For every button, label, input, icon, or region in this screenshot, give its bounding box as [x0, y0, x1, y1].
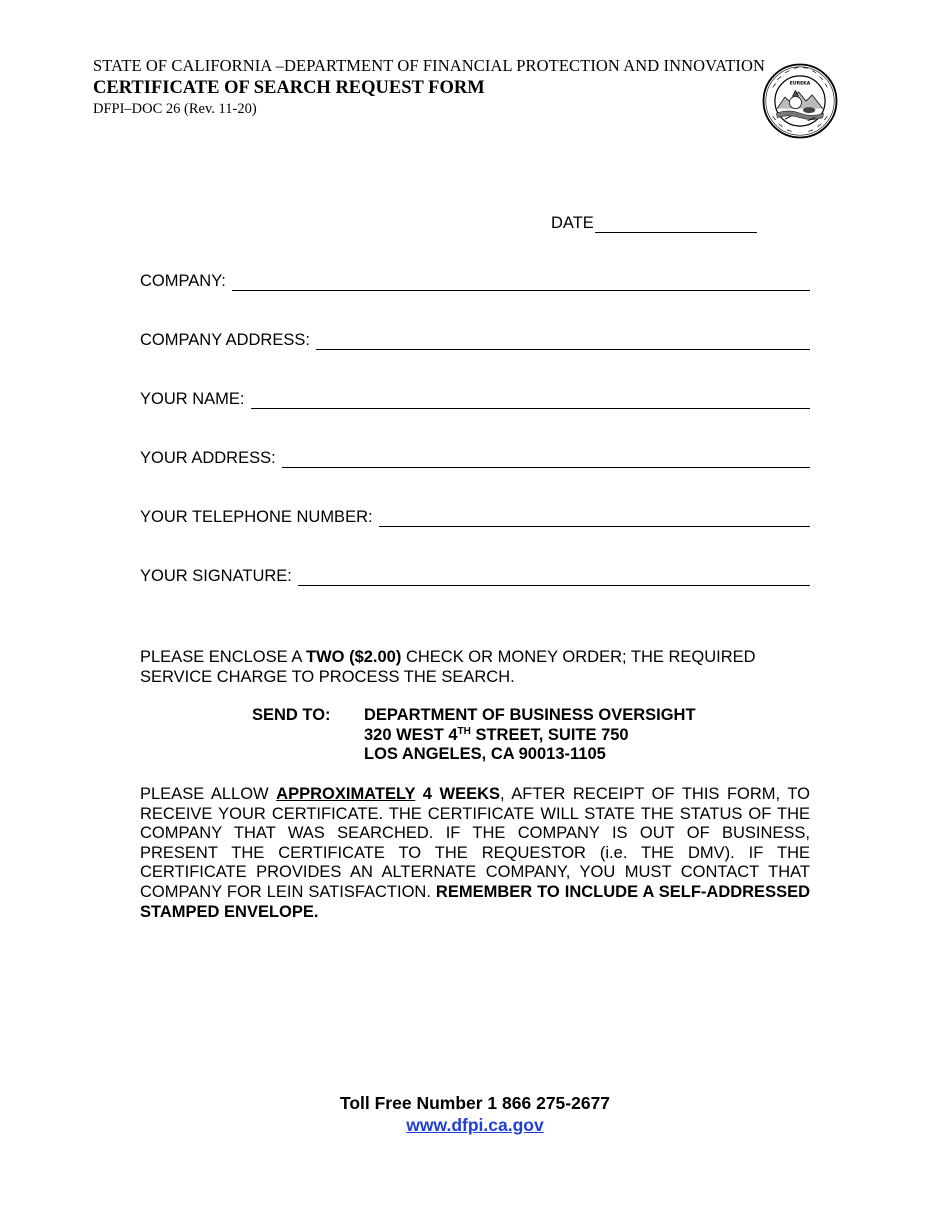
fee-notice-suffix: CHECK OR MONEY ORDER; THE REQUIRED SERVICE CHARGE TO PROCESS THE SEARCH.	[140, 648, 756, 686]
svg-text:EUREKA: EUREKA	[789, 81, 811, 87]
address-line-3: LOS ANGELES, CA 90013-1105	[364, 745, 606, 764]
envelope-reminder: REMEMBER TO INCLUDE A SELF-ADDRESSED STAMPED ENVELOPE.	[140, 882, 810, 921]
processing-notice	[140, 785, 810, 922]
form-header	[93, 56, 765, 118]
address-street-number: 320 WEST 4	[364, 725, 458, 744]
website-link[interactable]: www.dfpi.ca.gov	[406, 1115, 544, 1135]
send-to-label: SEND TO:	[252, 706, 331, 724]
form-number: DFPI–DOC 26 (Rev. 11-20)	[93, 101, 257, 117]
your-address-field[interactable]	[140, 449, 810, 468]
company-label: COMPANY:	[140, 272, 226, 290]
your-name-field[interactable]	[140, 390, 810, 409]
processing-body: , AFTER RECEIPT OF THIS FORM, TO RECEIVE YOUR CERTIFICATE. THE CERTIFICATE WILL STATE THE STATUS OF THE COMPANY THAT WAS SEARCHED. IF THE COMPANY IS OUT OF BUSINESS, PRESENT THE CERTIFICATE TO THE REQUESTOR (i.e. THE DMV). IF THE CERTIFICATE PROVIDES AN ALTERNATE COMPANY, YOU MUST CONTACT THAT COMPANY FOR LEIN SATISFACTION.	[140, 785, 810, 901]
form-title: CERTIFICATE OF SEARCH REQUEST FORM	[93, 78, 485, 98]
company-address-field[interactable]	[140, 331, 810, 350]
toll-free-number: Toll Free Number 1 866 275-2677	[339, 1093, 611, 1113]
date-label: DATE	[551, 214, 594, 232]
telephone-label: YOUR TELEPHONE NUMBER:	[140, 508, 373, 526]
your-name-label: YOUR NAME:	[140, 390, 245, 408]
fee-notice-prefix: PLEASE ENCLOSE A	[140, 648, 306, 666]
address-street-rest: STREET, SUITE 750	[470, 725, 629, 744]
signature-label: YOUR SIGNATURE:	[140, 567, 292, 585]
address-line-1: DEPARTMENT OF BUSINESS OVERSIGHT	[364, 706, 696, 724]
mailing-address	[364, 706, 696, 765]
address-line-2	[364, 726, 696, 746]
your-address-label: YOUR ADDRESS:	[140, 449, 276, 467]
signature-field[interactable]	[140, 567, 810, 586]
company-address-label: COMPANY ADDRESS:	[140, 331, 310, 349]
approximately-emphasis: APPROXIMATELY	[276, 785, 416, 803]
signature-input-line[interactable]	[298, 567, 810, 586]
your-address-input-line[interactable]	[282, 449, 810, 468]
telephone-input-line[interactable]	[379, 508, 810, 527]
date-input-line[interactable]	[595, 214, 757, 233]
company-input-line[interactable]	[232, 272, 810, 291]
company-address-input-line[interactable]	[316, 331, 810, 350]
date-field[interactable]	[551, 214, 757, 233]
telephone-field[interactable]	[140, 508, 810, 527]
agency-name: STATE OF CALIFORNIA –DEPARTMENT OF FINANCIAL PROTECTION AND INNOVATION	[93, 56, 766, 75]
fee-amount: TWO ($2.00)	[306, 648, 402, 666]
your-name-input-line[interactable]	[251, 390, 810, 409]
weeks-emphasis: 4 WEEKS	[415, 785, 501, 803]
california-state-seal-icon	[762, 63, 838, 139]
address-ordinal-suffix: TH	[457, 725, 471, 737]
processing-prefix: PLEASE ALLOW	[140, 785, 277, 803]
fee-notice	[140, 648, 810, 687]
company-field[interactable]	[140, 272, 810, 291]
